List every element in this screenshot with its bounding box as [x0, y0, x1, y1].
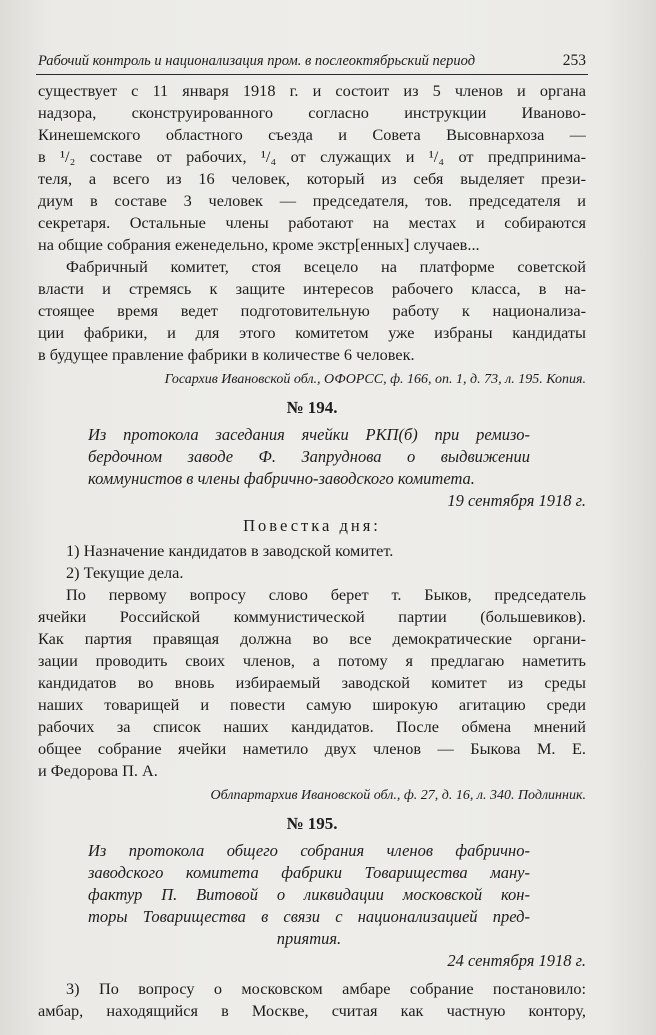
title-line: коммунистов в члены фабрично-заводского комитета.: [88, 469, 475, 488]
running-title: Рабочий контроль и национализация пром. в послеоктябрьский период: [38, 53, 476, 69]
text-line: ции фабрики, и для этого комитетом уже избраны кандидаты: [38, 323, 586, 342]
text-line: существует с 11 января 1918 г. и состоит из 5 членов и органа: [38, 81, 586, 100]
text-line: Как партия правящая должна во все демократические органи-: [38, 629, 586, 648]
text-line: стоящее время ведет подготовительную работу к национализа-: [38, 301, 586, 320]
header-rule: [36, 74, 588, 75]
text-line: ячейки Российской коммунистической партии (большевиков).: [38, 607, 586, 626]
document-date-195: 24 сентября 1918 г.: [447, 951, 586, 970]
document-title-195: [38, 840, 530, 950]
title-line: Из протокола общего собрания членов фабрично-: [88, 841, 530, 860]
text-line: в будущее правление фабрики в количестве 6 человек.: [38, 345, 415, 364]
paragraph-1: [38, 80, 586, 256]
text-line: рабочих за список наших кандидатов. После обмена мнений: [38, 717, 586, 736]
title-line: торы Товарищества в связи с национализацией пред-: [88, 907, 530, 926]
text-line: Фабричный комитет, стоя всецело на платформе советской: [66, 257, 586, 276]
page-number: 253: [562, 52, 586, 69]
document-date-194: 19 сентября 1918 г.: [447, 491, 586, 510]
text-line: секретаря. Остальные члены работают на местах и собираются: [38, 213, 586, 232]
agenda-item: 2) Текущие дела.: [66, 563, 184, 582]
text-line: на общие собрания еженедельно, кроме экстр[енных] случаев...: [38, 235, 480, 254]
title-line: приятия.: [276, 929, 342, 948]
document-number-195: № 195.: [286, 814, 338, 833]
agenda-item: 1) Назначение кандидатов в заводской комитет.: [66, 541, 394, 560]
text-line: надзора, сконструированного согласно инструкции Иваново-: [38, 103, 586, 122]
text-line: зации проводить своих членов, а потому я предлагаю наметить: [38, 651, 586, 670]
paragraph-2: [38, 256, 586, 366]
text-line: кандидатов во вновь избираемый заводской комитет из среды: [38, 673, 586, 692]
archive-source-1: Госархив Ивановской обл., ОФОРСС, ф. 166, оп. 1, д. 73, л. 195. Копия.: [164, 372, 586, 387]
title-line: заводского комитета фабрики Товарищества ману-: [88, 863, 530, 882]
title-line: Из протокола заседания ячейки РКП(б) при ремизо-: [88, 425, 530, 444]
title-line: бердочном заводе Ф. Запруднова о выдвижении: [88, 447, 530, 466]
running-header: [38, 52, 586, 70]
text-line: и Федорова П. А.: [38, 761, 158, 780]
text-line: теля, а всего из 16 человек, который из себя выделяет прези-: [38, 169, 586, 188]
agenda-heading: Повестка дня:: [243, 516, 381, 535]
page-content: [38, 80, 586, 1022]
text-line: 3) По вопросу о московском амбаре собрание постановило:: [66, 979, 586, 998]
text-line: диум в составе 3 человек — председателя, тов. председателя и: [38, 191, 586, 210]
document-body-195: [38, 978, 586, 1022]
text-line: наших товарищей и повести самую широкую агитацию среди: [38, 695, 586, 714]
text-line: в ¹/₂ составе от рабочих, ¹/₄ от служащих и ¹/₄ от предпринима-: [38, 147, 586, 166]
title-line: фактур П. Витовой о ликвидации московской кон-: [88, 885, 530, 904]
document-number-194: № 194.: [286, 398, 338, 417]
text-line: Кинешемского областного съезда и Совета Высовнархоза —: [38, 125, 586, 144]
document-title-194: [38, 424, 530, 490]
text-line: общее собрание ячейки наметило двух членов — Быкова М. Е.: [38, 739, 586, 758]
archive-source-194: Облпартархив Ивановской обл., ф. 27, д. 16, л. 340. Подлинник.: [210, 788, 586, 803]
text-line: амбар, находящийся в Москве, считая как частную контору,: [38, 1001, 586, 1020]
text-line: власти и стремясь к защите интересов рабочего класса, в на-: [38, 279, 586, 298]
document-body-194: [38, 584, 586, 782]
text-line: По первому вопросу слово берет т. Быков, председатель: [66, 585, 586, 604]
